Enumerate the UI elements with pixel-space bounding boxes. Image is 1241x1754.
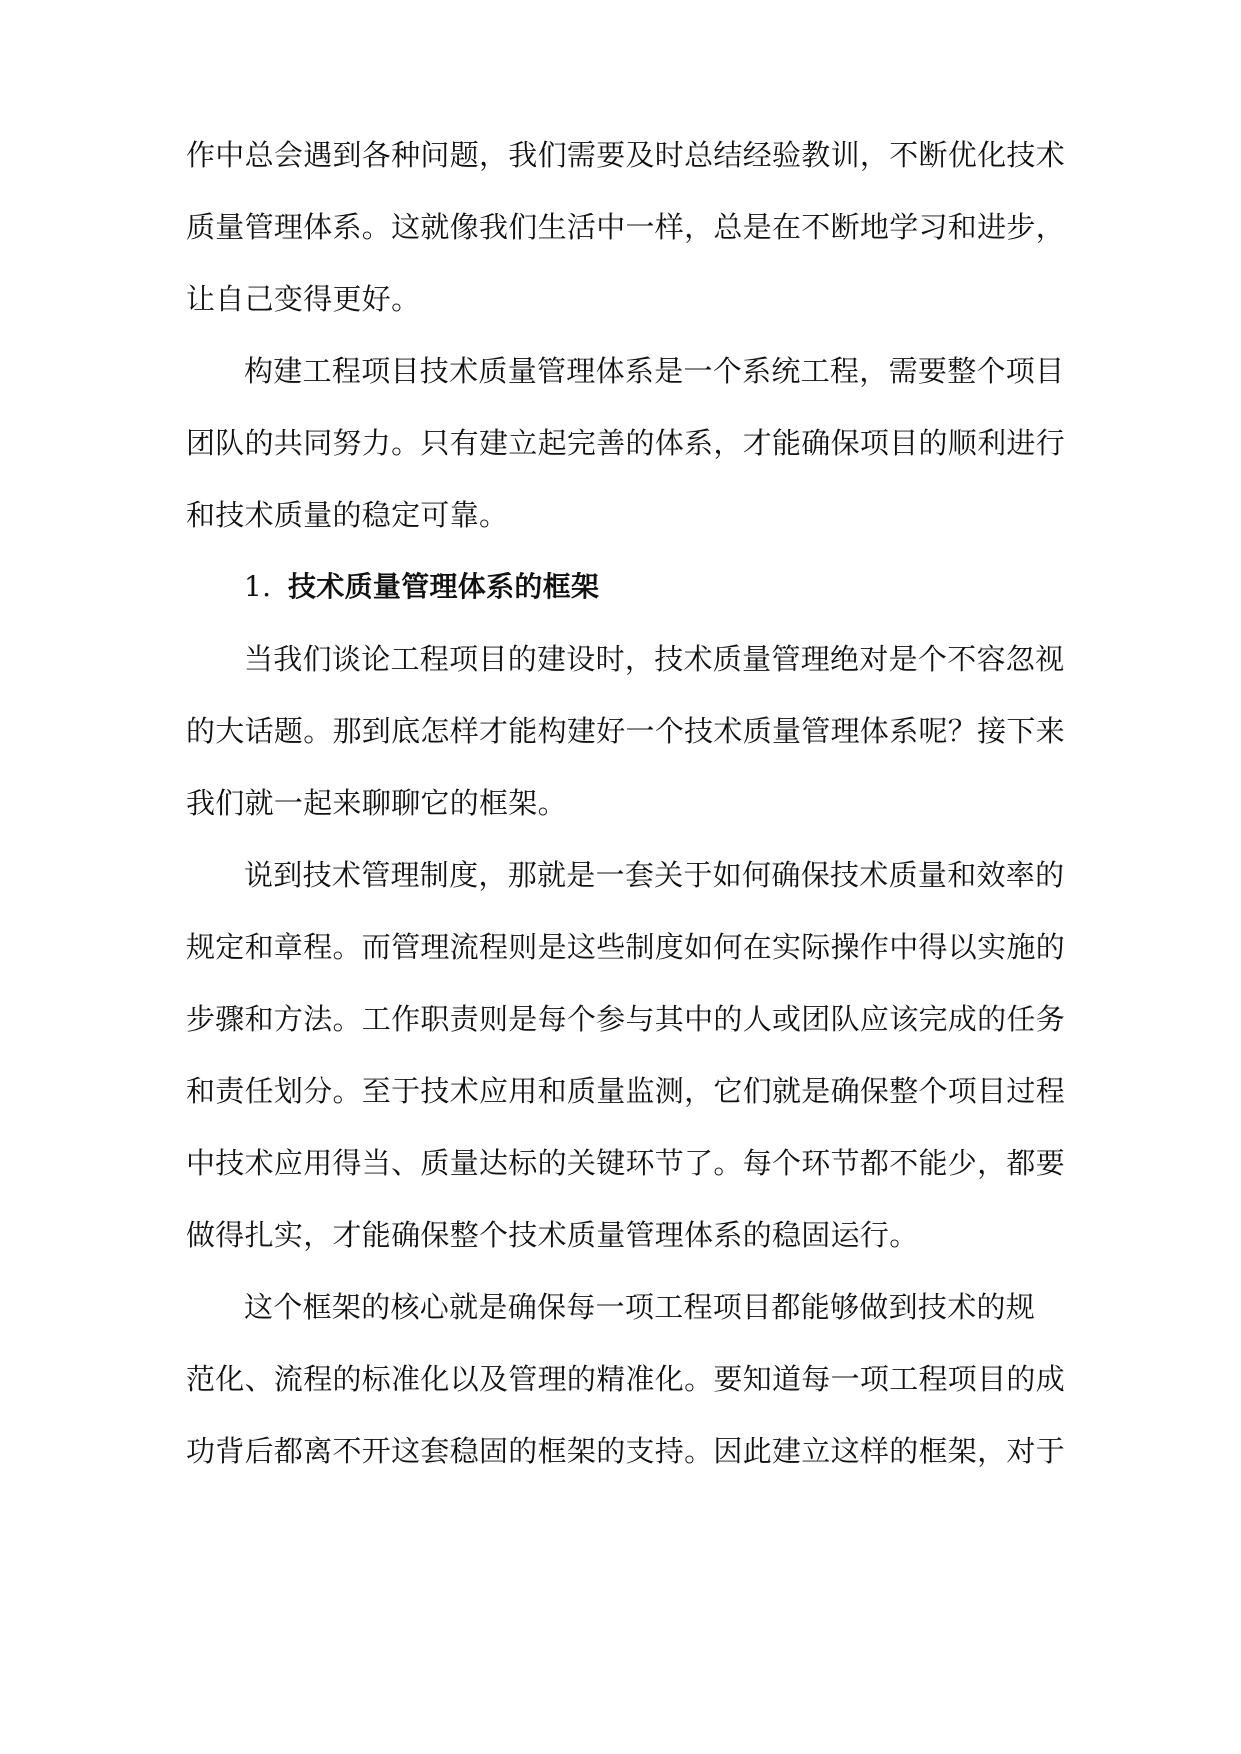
paragraph-line: 作中总会遇到各种问题，我们需要及时总结经验教训，不断优化技术 <box>186 138 1066 172</box>
paragraph-line: 让自己变得更好。 <box>186 282 421 316</box>
section-title: 技术质量管理体系的框架 <box>288 570 600 603</box>
paragraph-line: 规定和章程。而管理流程则是这些制度如何在实际操作中得以实施的 <box>186 930 1066 964</box>
paragraph-line: 构建工程项目技术质量管理体系是一个系统工程，需要整个项目 <box>244 354 1065 388</box>
paragraph-line: 步骤和方法。工作职责则是每个参与其中的人或团队应该完成的任务 <box>186 1002 1066 1036</box>
paragraph-line: 的大话题。那到底怎样才能构建好一个技术质量管理体系呢？接下来 <box>186 714 1066 748</box>
paragraph-line: 说到技术管理制度，那就是一套关于如何确保技术质量和效率的 <box>244 858 1065 892</box>
paragraph-line: 这个框架的核心就是确保每一项工程项目都能够做到技术的规 <box>244 1290 1036 1324</box>
paragraph-line: 和责任划分。至于技术应用和质量监测，它们就是确保整个项目过程 <box>186 1074 1066 1108</box>
paragraph-line: 功背后都离不开这套稳固的框架的支持。因此建立这样的框架，对于 <box>186 1434 1066 1468</box>
paragraph-line: 做得扎实，才能确保整个技术质量管理体系的稳固运行。 <box>186 1218 919 1252</box>
paragraph-line: 质量管理体系。这就像我们生活中一样，总是在不断地学习和进步， <box>186 210 1066 244</box>
paragraph-line: 我们就一起来聊聊它的框架。 <box>186 786 567 820</box>
section-heading <box>244 563 1066 611</box>
paragraph-line: 中技术应用得当、质量达标的关键环节了。每个环节都不能少，都要 <box>186 1146 1066 1180</box>
section-number: 1. <box>244 570 272 603</box>
paragraph-line: 和技术质量的稳定可靠。 <box>186 498 509 532</box>
paragraph-line: 范化、流程的标准化以及管理的精准化。要知道每一项工程项目的成 <box>186 1362 1066 1396</box>
paragraph-line: 团队的共同努力。只有建立起完善的体系，才能确保项目的顺利进行 <box>186 426 1066 460</box>
paragraph-line: 当我们谈论工程项目的建设时，技术质量管理绝对是个不容忽视 <box>244 642 1065 676</box>
